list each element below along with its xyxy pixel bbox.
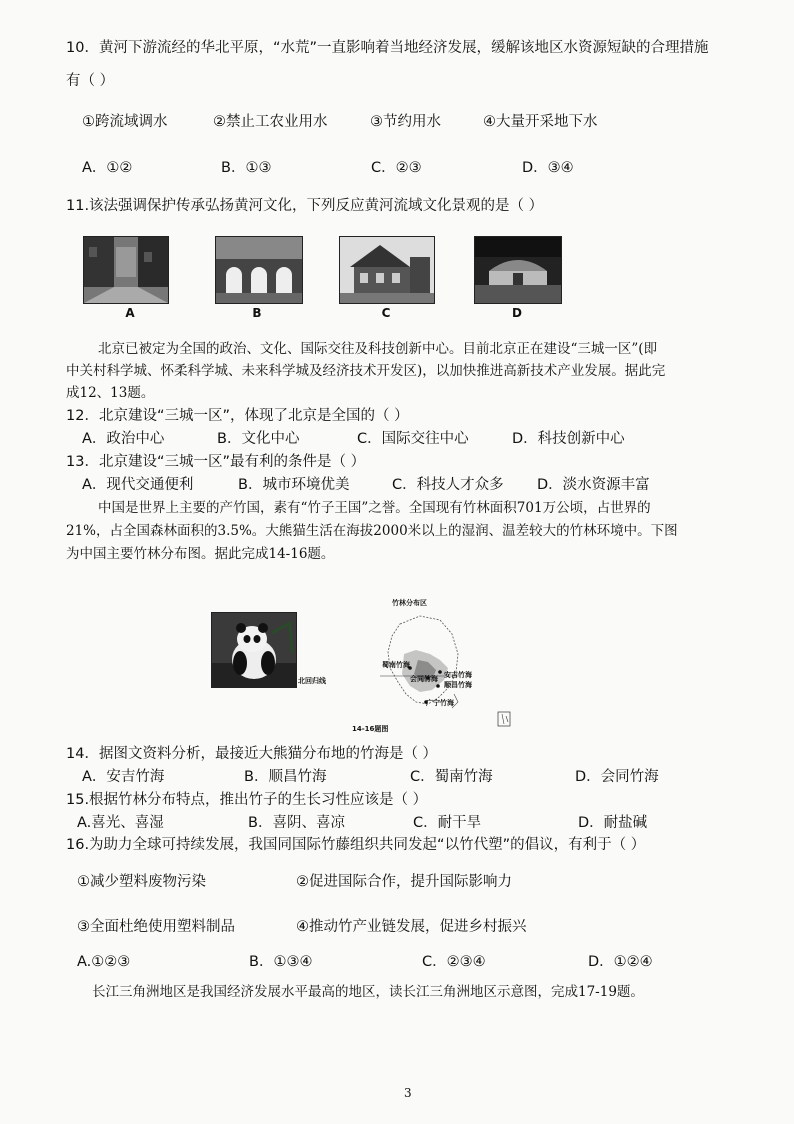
passage-bamboo-line1: 中国是世界上主要的产竹国，素有“竹子王国”之誉。全国现有竹林面积701万公顷，占世界的 (98, 500, 651, 516)
photo-a-water-town (83, 236, 169, 304)
q13-stem: 13．北京建设“三城一区”最有利的条件是（ ） (66, 454, 366, 470)
map-label-shunan: 蜀南竹海 (382, 661, 410, 669)
photo-c-building (339, 236, 435, 304)
q15-option-c: C．耐干旱 (413, 815, 482, 831)
q13-option-a: A．现代交通便利 (82, 477, 194, 493)
q16-answer-c: C．②③④ (422, 954, 486, 970)
passage-beijing-line3: 成12、13题。 (66, 385, 155, 401)
passage-bamboo-line2: 21%，占全国森林面积的3.5%。大熊猫生活在海拔2000米以上的湿润、温差较大的竹林环境中。下图 (66, 523, 678, 539)
map-label-huitong: 会同竹海 (410, 675, 438, 683)
q12-option-a: A．政治中心 (82, 431, 165, 447)
q10-option-2: ②禁止工农业用水 (213, 114, 328, 130)
q15-option-a: A.喜光、喜湿 (77, 815, 164, 831)
q10-answer-a: A．①② (82, 160, 133, 176)
page-number: 3 (404, 1086, 412, 1100)
q14-stem: 14．据图文资料分析，最接近大熊猫分布地的竹海是（ ） (66, 746, 438, 762)
q14-option-d: D．会同竹海 (575, 769, 659, 785)
q16-option-1: ①减少塑料废物污染 (77, 874, 206, 890)
q16-option-2: ②促进国际合作，提升国际影响力 (296, 874, 512, 890)
q14-option-b: B．顺昌竹海 (244, 769, 327, 785)
q13-option-c: C．科技人才众多 (392, 477, 504, 493)
passage-bamboo-line3: 为中国主要竹林分布图。据此完成14-16题。 (66, 546, 335, 562)
q14-option-a: A．安吉竹海 (82, 769, 165, 785)
map-caption: 14-16题图 (352, 725, 389, 733)
panda-photo (211, 612, 297, 688)
q10-answer-d: D．③④ (522, 160, 574, 176)
q16-answer-a: A.①②③ (77, 954, 131, 970)
q15-stem: 15.根据竹林分布特点，推出竹子的生长习性应该是（ ） (66, 792, 428, 808)
map-title: 竹林分布区 (392, 599, 427, 607)
photo-c-label: C (381, 306, 391, 320)
map-label-guangning: 广宁竹海 (426, 699, 454, 707)
q15-option-d: D．耐盐碱 (578, 815, 648, 831)
q16-answer-d: D．①②④ (588, 954, 653, 970)
passage-beijing-line1: 北京已被定为全国的政治、文化、国际交往及科技创新中心。目前北京正在建设“三城一区”(即 (98, 341, 658, 357)
q12-option-c: C．国际交往中心 (357, 431, 469, 447)
photo-a-label: A (125, 306, 135, 320)
bamboo-distribution-map (340, 594, 520, 734)
q10-option-4: ④大量开采地下水 (483, 114, 598, 130)
map-label-shunchang: 顺昌竹海 (444, 681, 472, 689)
q13-option-d: D．淡水资源丰富 (537, 477, 650, 493)
q15-option-b: B．喜阴、喜凉 (248, 815, 345, 831)
q16-option-3: ③全面杜绝使用塑料制品 (77, 919, 235, 935)
photo-d-yurt (474, 236, 562, 304)
photo-b-cave-dwelling (215, 236, 303, 304)
passage-yangtze-delta: 长江三角洲地区是我国经济发展水平最高的地区，读长江三角洲地区示意图，完成17-19题。 (92, 984, 644, 1000)
q10-option-3: ③节约用水 (370, 114, 441, 130)
q10-answer-b: B．①③ (221, 160, 272, 176)
q16-option-4: ④推动竹产业链发展，促进乡村振兴 (296, 919, 527, 935)
q12-option-b: B．文化中心 (217, 431, 300, 447)
q16-stem: 16.为助力全球可持续发展，我国同国际竹藤组织共同发起“以竹代塑”的倡议，有利于（ ） (66, 837, 646, 853)
passage-beijing-line2: 中关村科学城、怀柔科学城、未来科学城及经济技术开发区)，以加快推进高新技术产业发展。据此完 (66, 363, 666, 379)
q13-option-b: B．城市环境优美 (238, 477, 350, 493)
q10-option-1: ①跨流域调水 (82, 114, 168, 130)
photo-d-label: D (512, 306, 522, 320)
q12-stem: 12．北京建设“三城一区”，体现了北京是全国的（ ） (66, 408, 409, 424)
q11-stem: 11.该法强调保护传承弘扬黄河文化，下列反应黄河流域文化景观的是（ ） (66, 198, 544, 214)
map-label-tropic: 北回归线 (298, 677, 326, 685)
q16-answer-b: B．①③④ (249, 954, 313, 970)
photo-b-label: B (252, 306, 262, 320)
q10-stem-line2: 有（ ） (66, 73, 115, 89)
q14-option-c: C．蜀南竹海 (410, 769, 493, 785)
map-label-anji: 安吉竹海 (444, 671, 472, 679)
q10-stem-line1: 10．黄河下游流经的华北平原，“水荒”一直影响着当地经济发展，缓解该地区水资源短缺的合理措施 (66, 40, 709, 56)
q12-option-d: D．科技创新中心 (512, 431, 625, 447)
q10-answer-c: C．②③ (371, 160, 422, 176)
